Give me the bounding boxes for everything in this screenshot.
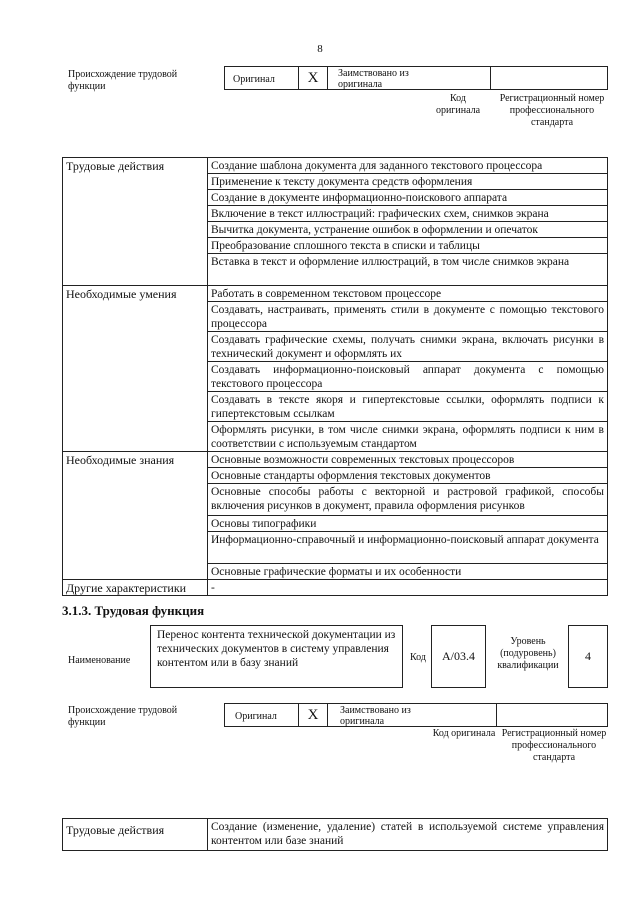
table-cell: Преобразование сплошного текста в списки и таблицы bbox=[208, 238, 608, 254]
header-labor-actions: Трудовые действия bbox=[63, 158, 208, 286]
borrowed-label: Заимствовано из оригинала bbox=[338, 68, 409, 90]
table-cell: Вычитка документа, устранение ошибок в оформлении и опечаток bbox=[208, 222, 608, 238]
labor-function-table bbox=[62, 157, 608, 596]
original-mark: X bbox=[298, 66, 328, 90]
header-required-skills: Необходимые умения bbox=[63, 286, 208, 452]
table-cell: - bbox=[208, 580, 608, 596]
function-name-box bbox=[150, 625, 403, 688]
table-cell: Вставка в текст и оформление иллюстраций, в том числе снимков экрана bbox=[208, 254, 608, 286]
borrowed-cell bbox=[327, 66, 491, 90]
original-label: Оригинал bbox=[235, 711, 277, 722]
table-cell: Основные графические форматы и их особенности bbox=[208, 564, 608, 580]
table-cell: Основные возможности современных текстовых процессоров bbox=[208, 452, 608, 468]
table-cell: Создание в документе информационно-поискового аппарата bbox=[208, 190, 608, 206]
table-cell: Создание (изменение, удаление) статей в используемой системе управления контентом или базе знаний bbox=[208, 819, 608, 851]
reg-number-cell bbox=[496, 703, 608, 727]
header-required-knowledge: Необходимые знания bbox=[63, 452, 208, 580]
origin-label: Происхождение трудовой функции bbox=[68, 705, 178, 728]
original-cell bbox=[224, 66, 299, 90]
table-cell: Оформлять рисунки, в том числе снимки экрана, оформлять подписи к ним в соответствии с используемым стандартом bbox=[208, 422, 608, 452]
table-cell: Создавать, настраивать, применять стили в документе с помощью текстового процессора bbox=[208, 302, 608, 332]
code-value: A/03.4 bbox=[431, 625, 486, 688]
table-cell: Включение в текст иллюстраций: графических схем, снимков экрана bbox=[208, 206, 608, 222]
table-cell: Создавать в тексте якоря и гипертекстовые ссылки, оформлять подписи к гипертекстовым ссылкам bbox=[208, 392, 608, 422]
table-cell: Основные способы работы с векторной и растровой графикой, способы включения рисунков в документ, правила оформления рисунков bbox=[208, 484, 608, 516]
code-label: Код bbox=[410, 652, 426, 663]
level-value: 4 bbox=[568, 625, 608, 688]
table-cell: Создавать информационно-поисковый аппарат документа с помощью текстового процессора bbox=[208, 362, 608, 392]
original-cell bbox=[224, 703, 299, 727]
table-cell: Создавать графические схемы, получать снимки экрана, включать рисунки в технический документ и оформлять их bbox=[208, 332, 608, 362]
section-title: 3.1.3. Трудовая функция bbox=[62, 603, 205, 618]
reg-caption: Регистрационный номер профессионального стандарта bbox=[501, 728, 607, 763]
reg-number-cell bbox=[490, 66, 608, 90]
level-label: Уровень (подуровень) квалификации bbox=[497, 636, 559, 671]
table-cell: Работать в современном текстовом процессоре bbox=[208, 286, 608, 302]
borrowed-label: Заимствовано из оригинала bbox=[340, 705, 411, 727]
code-caption: Код оригинала bbox=[432, 728, 496, 739]
function-name: Перенос контента технической документации из технических документов в систему управления контентом или в базу знаний bbox=[157, 629, 396, 669]
origin-label: Происхождение трудовой функции bbox=[68, 69, 178, 92]
table-cell: Создание шаблона документа для заданного текстового процессора bbox=[208, 158, 608, 174]
reg-caption: Регистрационный номер профессионального стандарта bbox=[499, 93, 605, 128]
labor-actions-table bbox=[62, 818, 608, 851]
header-labor-actions: Трудовые действия bbox=[63, 819, 208, 851]
code-caption: Код оригинала bbox=[435, 93, 481, 116]
naming-label: Наименование bbox=[68, 655, 131, 666]
original-mark: X bbox=[298, 703, 328, 727]
table-cell: Применение к тексту документа средств оформления bbox=[208, 174, 608, 190]
header-other-characteristics: Другие характеристики bbox=[63, 580, 208, 596]
borrowed-cell bbox=[327, 703, 497, 727]
table-cell: Информационно-справочный и информационно-поисковый аппарат документа bbox=[208, 532, 608, 564]
page-number: 8 bbox=[317, 43, 323, 55]
original-label: Оригинал bbox=[233, 74, 275, 85]
table-cell: Основы типографики bbox=[208, 516, 608, 532]
table-cell: Основные стандарты оформления текстовых документов bbox=[208, 468, 608, 484]
